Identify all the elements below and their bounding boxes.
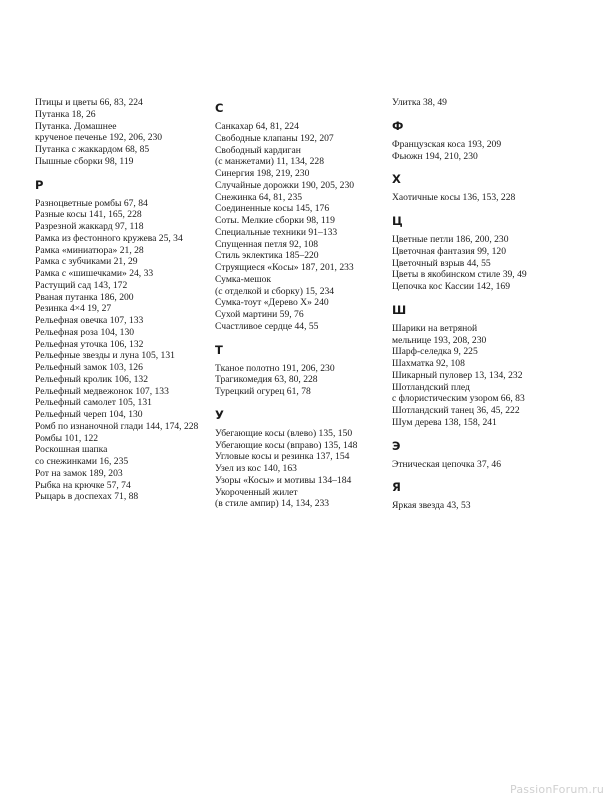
index-entry: Соединенные косы 145, 176: [215, 203, 330, 215]
index-entry: (в стиле ампир) 14, 134, 233: [215, 498, 330, 510]
index-entry: Соты. Мелкие сборки 98, 119: [215, 215, 335, 226]
section-letter: Ц: [392, 214, 403, 228]
index-entry: Сумка-тоут «Дерево Х» 240: [215, 297, 329, 309]
index-entry: Рваная путанка 186, 200: [35, 291, 134, 303]
index-entry: Тканое полотно 191, 206, 230: [215, 362, 335, 374]
section-letter: Т: [215, 342, 223, 357]
index-entry: Рельефная уточка 106, 132: [35, 338, 144, 350]
index-entry: Цепочка кос Кассии 142, 169: [392, 281, 511, 292]
index-entry: Свободный кардиган: [215, 144, 301, 156]
index-entry: Разноцветные ромбы 67, 84: [35, 197, 148, 209]
section-letter: Х: [392, 172, 401, 187]
index-entry: Рельефные звезды и луна 105, 131: [35, 350, 175, 362]
index-entry: Сумка-мешок: [215, 273, 272, 285]
index-entry: Рыбка на крючке 57, 74: [35, 479, 131, 491]
index-entry: Укороченный жилет: [215, 486, 298, 498]
index-entry: Рамка с зубчиками 21, 29: [35, 256, 138, 268]
index-entry: Угловые косы и резинка 137, 154: [215, 451, 350, 463]
index-entry: Рельефный кролик 106, 132: [35, 373, 149, 385]
index-entry: с флористическим узором 66, 83: [392, 393, 525, 405]
watermark: PassionForum.ru: [510, 783, 604, 796]
index-entry: Стиль эклектика 185–220: [215, 250, 319, 262]
index-entry: мельнице 193, 208, 230: [392, 334, 487, 346]
index-entry: Разные косы 141, 165, 228: [35, 209, 142, 221]
index-entry: Рельефный замок 103, 126: [35, 362, 143, 373]
index-entry: Рыцарь в доспехах 71, 88: [35, 491, 139, 503]
section-letter: Р: [35, 177, 44, 192]
index-entry: Цветы в якобинском стиле 39, 49: [392, 269, 527, 281]
index-entry: крученое печенье 192, 206, 230: [35, 132, 163, 144]
index-entry: Свободные клапаны 192, 207: [215, 132, 334, 144]
section-letter: С: [215, 101, 224, 115]
index-entry: Шахматка 92, 108: [392, 358, 465, 369]
index-entry: Узоры «Косы» и мотивы 134–184: [215, 474, 352, 486]
index-entry: Шум дерева 138, 158, 241: [392, 416, 497, 428]
index-entry: Шарф-селедка 9, 225: [392, 346, 478, 358]
section-letter: Я: [392, 480, 401, 495]
index-entry: Шотландский танец 36, 45, 222: [392, 405, 520, 416]
index-entry: Рельефная овечка 107, 133: [35, 315, 144, 326]
index-entry: Птицы и цветы 66, 83, 224: [35, 97, 143, 108]
index-entry: Ромб по изнаночной глади 144, 174, 228: [35, 420, 199, 432]
index-entry: Улитка 38, 49: [392, 97, 447, 108]
index-entry: Рельефная роза 104, 130: [35, 326, 135, 338]
index-entry: (с отделкой и сборку) 15, 234: [215, 285, 335, 297]
index-entry: Убегающие косы (вправо) 135, 148: [215, 439, 358, 451]
index-entry: Хаотичные косы 136, 153, 228: [392, 192, 516, 204]
index-entry: Снежинка 64, 81, 235: [215, 191, 303, 203]
index-entry: Шотландский плед: [392, 381, 470, 393]
index-entry: Сухой мартини 59, 76: [215, 309, 304, 320]
index-entry: Путанка с жаккардом 68, 85: [35, 144, 150, 155]
index-entry: Резинка 4×4 19, 27: [35, 303, 112, 315]
index-entry: Разрезной жаккард 97, 118: [35, 221, 144, 232]
section-letter: Ш: [392, 302, 407, 317]
index-entry: Трагикомедия 63, 80, 228: [215, 374, 318, 386]
index-entry: Спущенная петля 92, 108: [215, 238, 319, 250]
index-entry: Рельефный самолет 105, 131: [35, 397, 152, 409]
index-entry: Шарики на ветряной: [392, 322, 478, 334]
index-column-2: [215, 97, 385, 510]
index-entry: Рельефный медвежонок 107, 133: [35, 385, 169, 397]
index-entry: Санкахар 64, 81, 224: [215, 121, 299, 132]
index-entry: Рот на замок 189, 203: [35, 467, 123, 479]
index-entry: Рамка из фестонного кружева 25, 34: [35, 232, 183, 244]
index-entry: Растущий сад 143, 172: [35, 279, 128, 291]
index-entry: Рамка «миниатюра» 21, 28: [35, 244, 144, 256]
index-entry: Струящиеся «Косы» 187, 201, 233: [215, 262, 354, 273]
section-letter: Ф: [392, 118, 404, 133]
index-entry: Убегающие косы (влево) 135, 150: [215, 427, 353, 439]
index-entry: Рамка с «шишечками» 24, 33: [35, 268, 154, 279]
index-entry: Ромбы 101, 122: [35, 432, 99, 444]
index-entry: Цветные петли 186, 200, 230: [392, 234, 509, 245]
index-column-3: [392, 97, 592, 512]
index-entry: Счастливое сердце 44, 55: [215, 320, 319, 332]
index-entry: Синергия 198, 219, 230: [215, 168, 310, 179]
index-entry: Случайные дорожки 190, 205, 230: [215, 179, 355, 191]
index-entry: Узел из кос 140, 163: [215, 463, 297, 474]
section-letter: У: [215, 407, 224, 422]
index-entry: со снежинками 16, 235: [35, 456, 129, 467]
index-entry: Пышные сборки 98, 119: [35, 155, 134, 167]
index-entry: Рельефный череп 104, 130: [35, 409, 143, 420]
index-entry: Турецкий огурец 61, 78: [215, 386, 311, 397]
index-entry: Путанка. Домашнее: [35, 120, 117, 132]
index-column-1: [35, 97, 205, 503]
index-entry: Яркая звезда 43, 53: [392, 500, 471, 512]
index-entry: (с манжетами) 11, 134, 228: [215, 156, 324, 168]
index-entry: Путанка 18, 26: [35, 108, 96, 120]
index-entry: Специальные техники 91–133: [215, 226, 338, 238]
index-entry: Французская коса 193, 209: [392, 138, 502, 150]
index-entry: Фьюжн 194, 210, 230: [392, 150, 478, 162]
section-letter: Э: [392, 438, 401, 453]
index-entry: Этническая цепочка 37, 46: [392, 458, 502, 470]
index-entry: Роскошная шапка: [35, 444, 108, 456]
index-entry: Цветочная фантазия 99, 120: [392, 245, 506, 257]
index-entry: Шикарный пуловер 13, 134, 232: [392, 369, 523, 381]
index-entry: Цветочный взрыв 44, 55: [392, 257, 491, 269]
